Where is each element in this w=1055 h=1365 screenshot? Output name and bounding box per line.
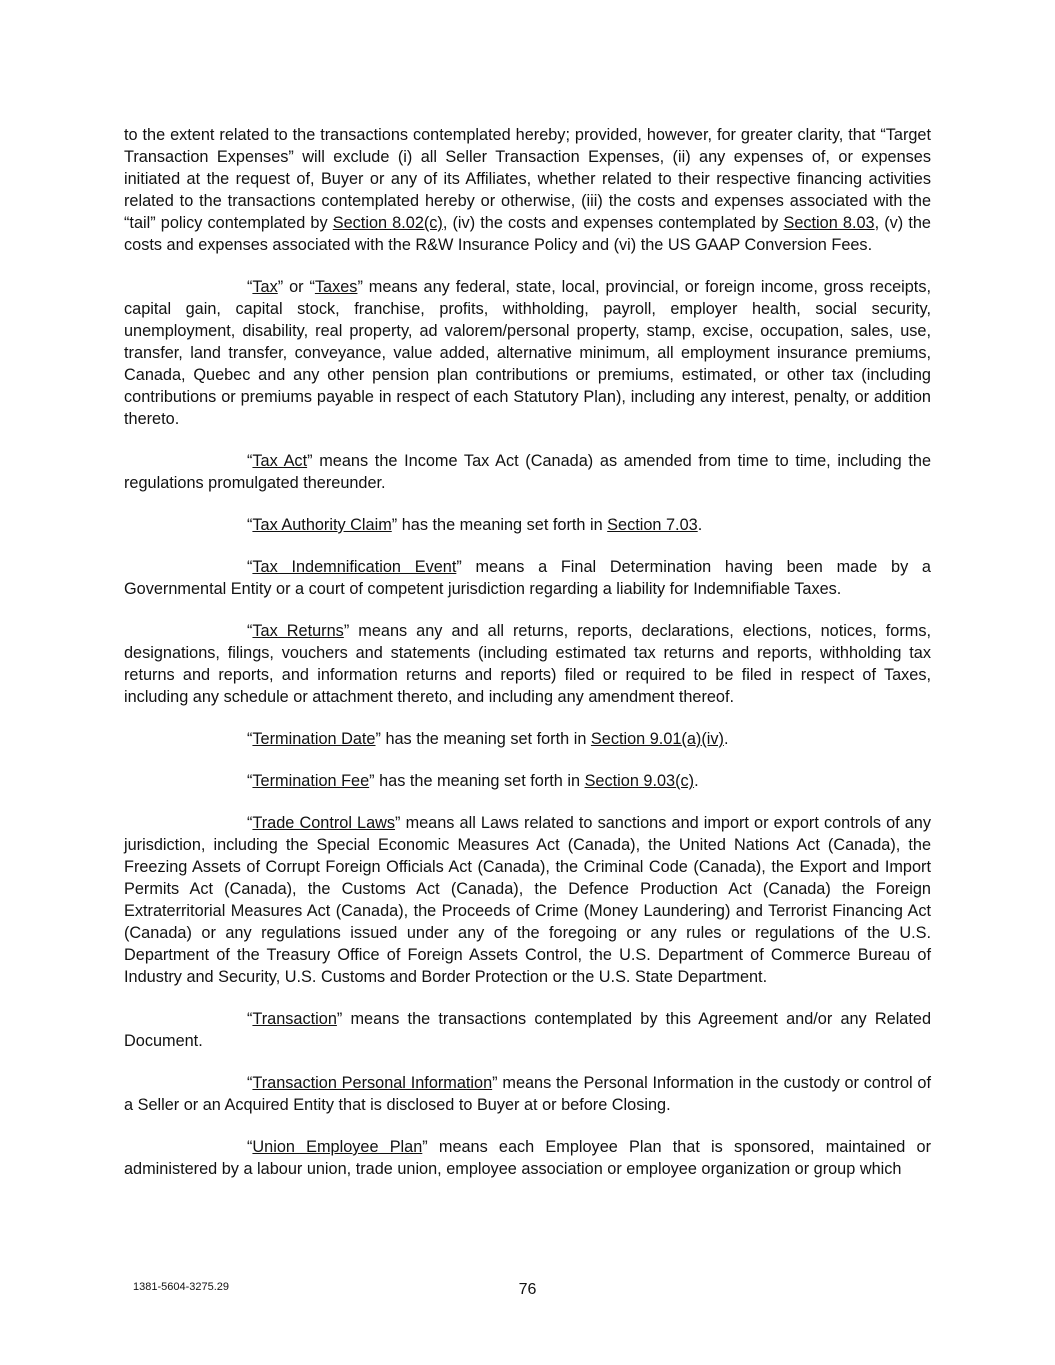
paragraph-text: ” or “ — [277, 278, 315, 296]
paragraph-text: ” means the Income Tax Act (Canada) as amended from time to time, including the regulations promulgated thereunder. — [124, 452, 931, 492]
definition-paragraph — [124, 620, 931, 708]
definition-paragraph — [124, 1008, 931, 1052]
paragraph-text: , (iv) the costs and expenses contemplated by — [442, 214, 784, 232]
definition-paragraph — [124, 812, 931, 988]
paragraph-text: “ — [247, 516, 253, 534]
section-reference: Section 9.01(a)(iv) — [590, 730, 724, 748]
defined-term: Termination Date — [252, 730, 376, 748]
paragraph-text: ” means a Final Determination having been made by a Governmental Entity or a court of competent jurisdiction regarding a liability for Indemnifiable Taxes. — [124, 558, 931, 598]
paragraph-text: “ — [247, 278, 253, 296]
paragraph-text: “ — [247, 452, 253, 470]
section-reference: Section 8.03 — [783, 214, 875, 232]
defined-term: Tax Returns — [252, 622, 344, 640]
paragraph-text: ” means the Personal Information in the custody or control of a Seller or an Acquired Entity that is disclosed to Buyer at or before Closing. — [124, 1074, 932, 1114]
paragraph-text: ” means each Employee Plan that is sponsored, maintained or administered by a labour union, trade union, employee association or employee organization or group which — [124, 1138, 932, 1178]
defined-term: Trade Control Laws — [252, 814, 396, 832]
defined-term: Tax — [252, 278, 278, 296]
paragraph-text: . — [697, 516, 703, 534]
page-number: 76 — [518, 1281, 537, 1298]
section-reference: Section 8.02(c) — [332, 214, 443, 232]
paragraph-text: ” means any and all returns, reports, declarations, elections, notices, forms, designations, filings, vouchers and statements (including estimated tax returns and reports, withholding tax returns and reports, and information returns and reports) filed or required to be filed in respect of Taxes, including any schedule or attachment thereto, and including any amendment thereof. — [124, 622, 931, 706]
defined-term: Tax Indemnification Event — [252, 558, 457, 576]
paragraph-text: “ — [247, 1138, 253, 1156]
paragraph-text: . — [723, 730, 729, 748]
document-id: 1381-5604-3275.29 — [133, 1281, 230, 1293]
defined-term: Tax Act — [252, 452, 308, 470]
section-reference: Section 9.03(c) — [584, 772, 695, 790]
section-reference: Section 7.03 — [607, 516, 698, 534]
paragraph-text: “ — [247, 1074, 253, 1092]
paragraph-text: , (v) the costs and expenses associated with the R&W Insurance Policy and (vi) the US GAAP Conversion Fees. — [124, 214, 931, 254]
paragraph-text: “ — [247, 730, 253, 748]
paragraph-text: “ — [247, 814, 253, 832]
document-body — [124, 124, 931, 1200]
definition-paragraph — [124, 1136, 931, 1180]
paragraph-text: “ — [247, 1010, 253, 1028]
paragraph-text: “ — [247, 772, 253, 790]
definition-paragraph — [124, 276, 931, 430]
paragraph-text: . — [694, 772, 699, 790]
defined-term: Transaction Personal Information — [252, 1074, 493, 1092]
defined-term: Transaction — [252, 1010, 337, 1028]
definition-paragraph — [124, 450, 931, 494]
definition-paragraph — [124, 1072, 931, 1116]
defined-term: Union Employee Plan — [252, 1138, 423, 1156]
definition-paragraph — [124, 770, 931, 792]
paragraph-text: ” means the transactions contemplated by this Agreement and/or any Related Document. — [124, 1010, 931, 1050]
paragraph-text: ” has the meaning set forth in — [369, 772, 585, 790]
paragraph-text: ” has the meaning set forth in — [375, 730, 591, 748]
definition-paragraph — [124, 556, 931, 600]
paragraph-text: ” means all Laws related to sanctions and import or export controls of any jurisdiction, including the Special Economic Measures Act (Canada), the United Nations Act (Canada), the Freezing Assets of Corrupt Foreign Officials Act (Canada), the Criminal Code (Canada), the Export and Import Permits Act (Canada), the Customs Act (Canada), the Defence Production Act (Canada) the Foreign Extraterritorial Measures Act (Canada), the Proceeds of Crime (Money Laundering) and Terrorist Financing Act (Canada) or any regulations issued under any of the foregoing or any rules or regulations of the U.S. Department of the Treasury Office of Foreign Assets Control, the U.S. Department of Commerce Bureau of Industry and Security, U.S. Customs and Border Protection or the U.S. State Department. — [124, 814, 932, 986]
paragraph-text: “ — [247, 558, 253, 576]
paragraph-text: to the extent related to the transactions contemplated hereby; provided, however, for greater clarity, that “Target Transaction Expenses” will exclude (i) all Seller Transaction Expenses, (ii) any expenses of, or expenses initiated at the request of, Buyer or any of its Affiliates, whether related to their respective financing activities related to the transactions contemplated hereby or otherwise, (iii) the costs and expenses associated with the “tail” policy contemplated by — [124, 126, 931, 232]
definition-paragraph — [124, 728, 931, 750]
paragraph-text: ” means any federal, state, local, provincial, or foreign income, gross receipts, capital gain, capital stock, franchise, profits, withholding, payroll, employer health, social security, unemployment, disability, real property, ad valorem/personal property, stamp, excise, occupation, sales, use, transfer, land transfer, conveyance, value added, alternative minimum, all employment insurance premiums, Canada, Quebec and any other pension plan contributions or premiums, estimated, or other tax (including contributions or premiums payable in respect of each Statutory Plan), including any interest, penalty, or addition thereto. — [124, 278, 931, 428]
paragraph-text: “ — [247, 622, 253, 640]
paragraph-text: ” has the meaning set forth in — [391, 516, 608, 534]
defined-term: Taxes — [314, 278, 358, 296]
defined-term: Termination Fee — [252, 772, 370, 790]
definition-paragraph — [124, 124, 931, 256]
definition-paragraph — [124, 514, 931, 536]
defined-term: Tax Authority Claim — [252, 516, 392, 534]
